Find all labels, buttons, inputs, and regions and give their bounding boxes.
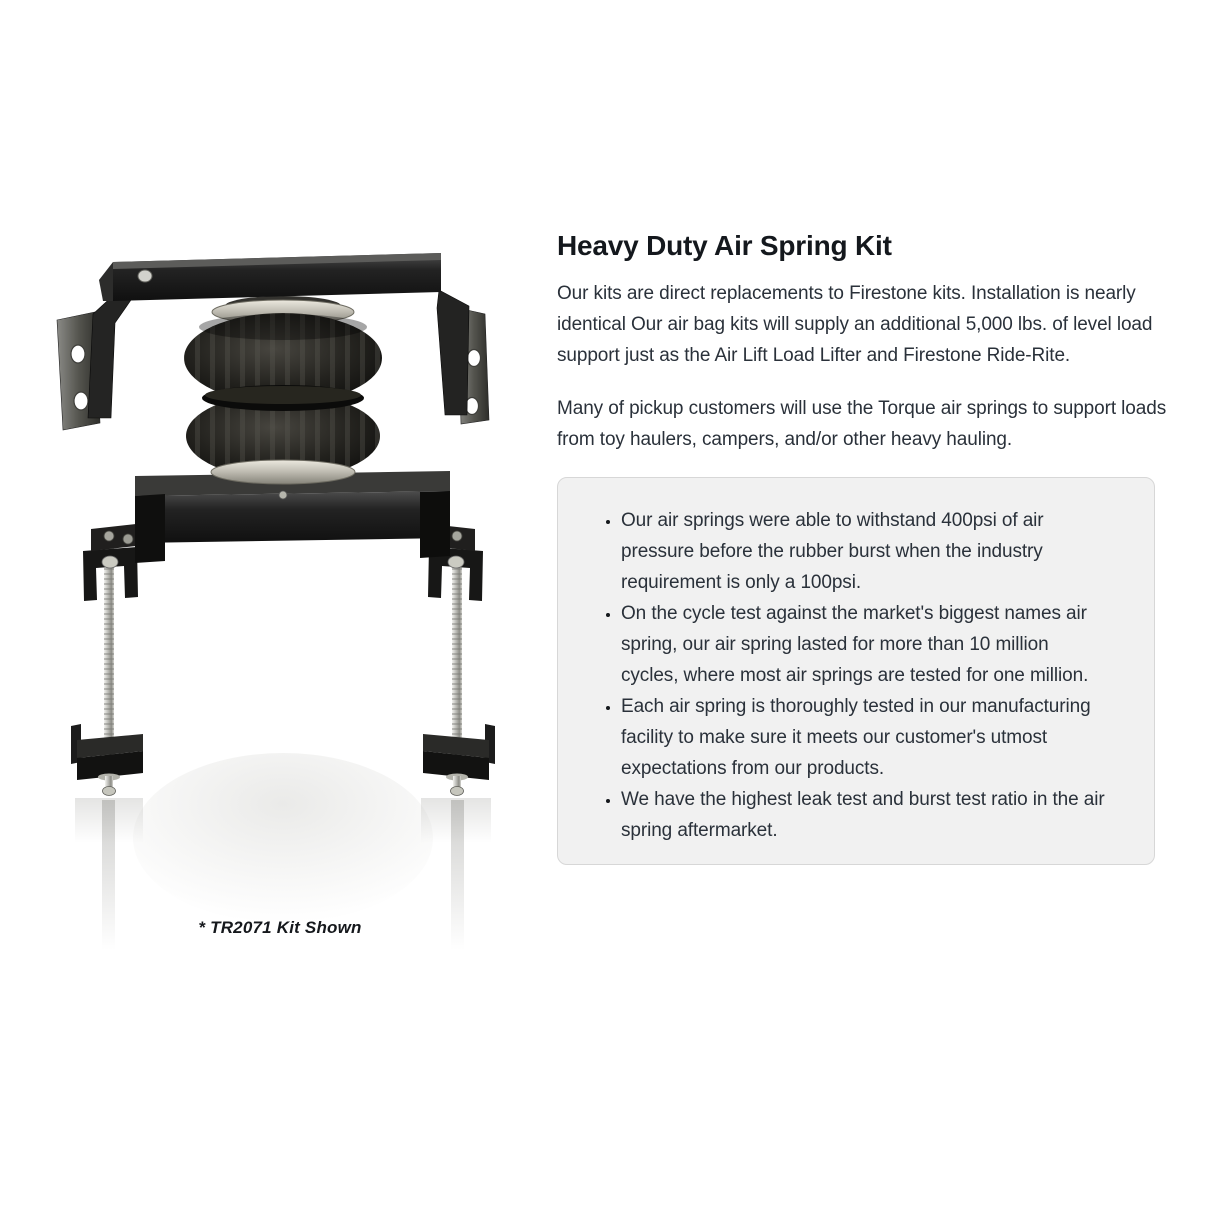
highlights-box	[557, 477, 1155, 865]
product-image-panel	[55, 248, 505, 978]
lower-bracket	[135, 491, 450, 563]
highlight-item: • On the cycle test against the market's biggest names air spring, our air spring lasted for more than 10 million cycles, where most air springs are tested for one million.	[621, 598, 1106, 691]
highlights-list	[582, 505, 1106, 846]
highlight-item: • Each air spring is thoroughly tested in our manufacturing facility to make sure it meets our customer's utmost expectations from our products.	[621, 691, 1106, 784]
air-spring-kit-photo	[55, 248, 505, 978]
left-rod-assembly	[71, 523, 145, 796]
highlight-item: • Our air springs were able to withstand 400psi of air pressure before the rubber burst when the industry requirement is only a 100psi.	[621, 505, 1106, 598]
right-rod-assembly	[421, 523, 495, 796]
description-paragraph: Our kits are direct replacements to Firestone kits. Installation is nearly identical Our air bag kits will supply an additional 5,000 lbs. of level load support just as the Air Lift Load Lifter and Firestone Ride-Rite.	[557, 283, 1153, 366]
page-title: Heavy Duty Air Spring Kit	[557, 230, 892, 261]
air-bag	[184, 296, 382, 484]
product-image-caption: * TR2071 Kit Shown	[198, 918, 362, 937]
highlight-item: • We have the highest leak test and burst test ratio in the air spring aftermarket.	[621, 784, 1106, 846]
description-paragraph: Many of pickup customers will use the Torque air springs to support loads from toy haulers, campers, and/or other heavy hauling.	[557, 398, 1167, 450]
product-description	[557, 229, 1177, 865]
